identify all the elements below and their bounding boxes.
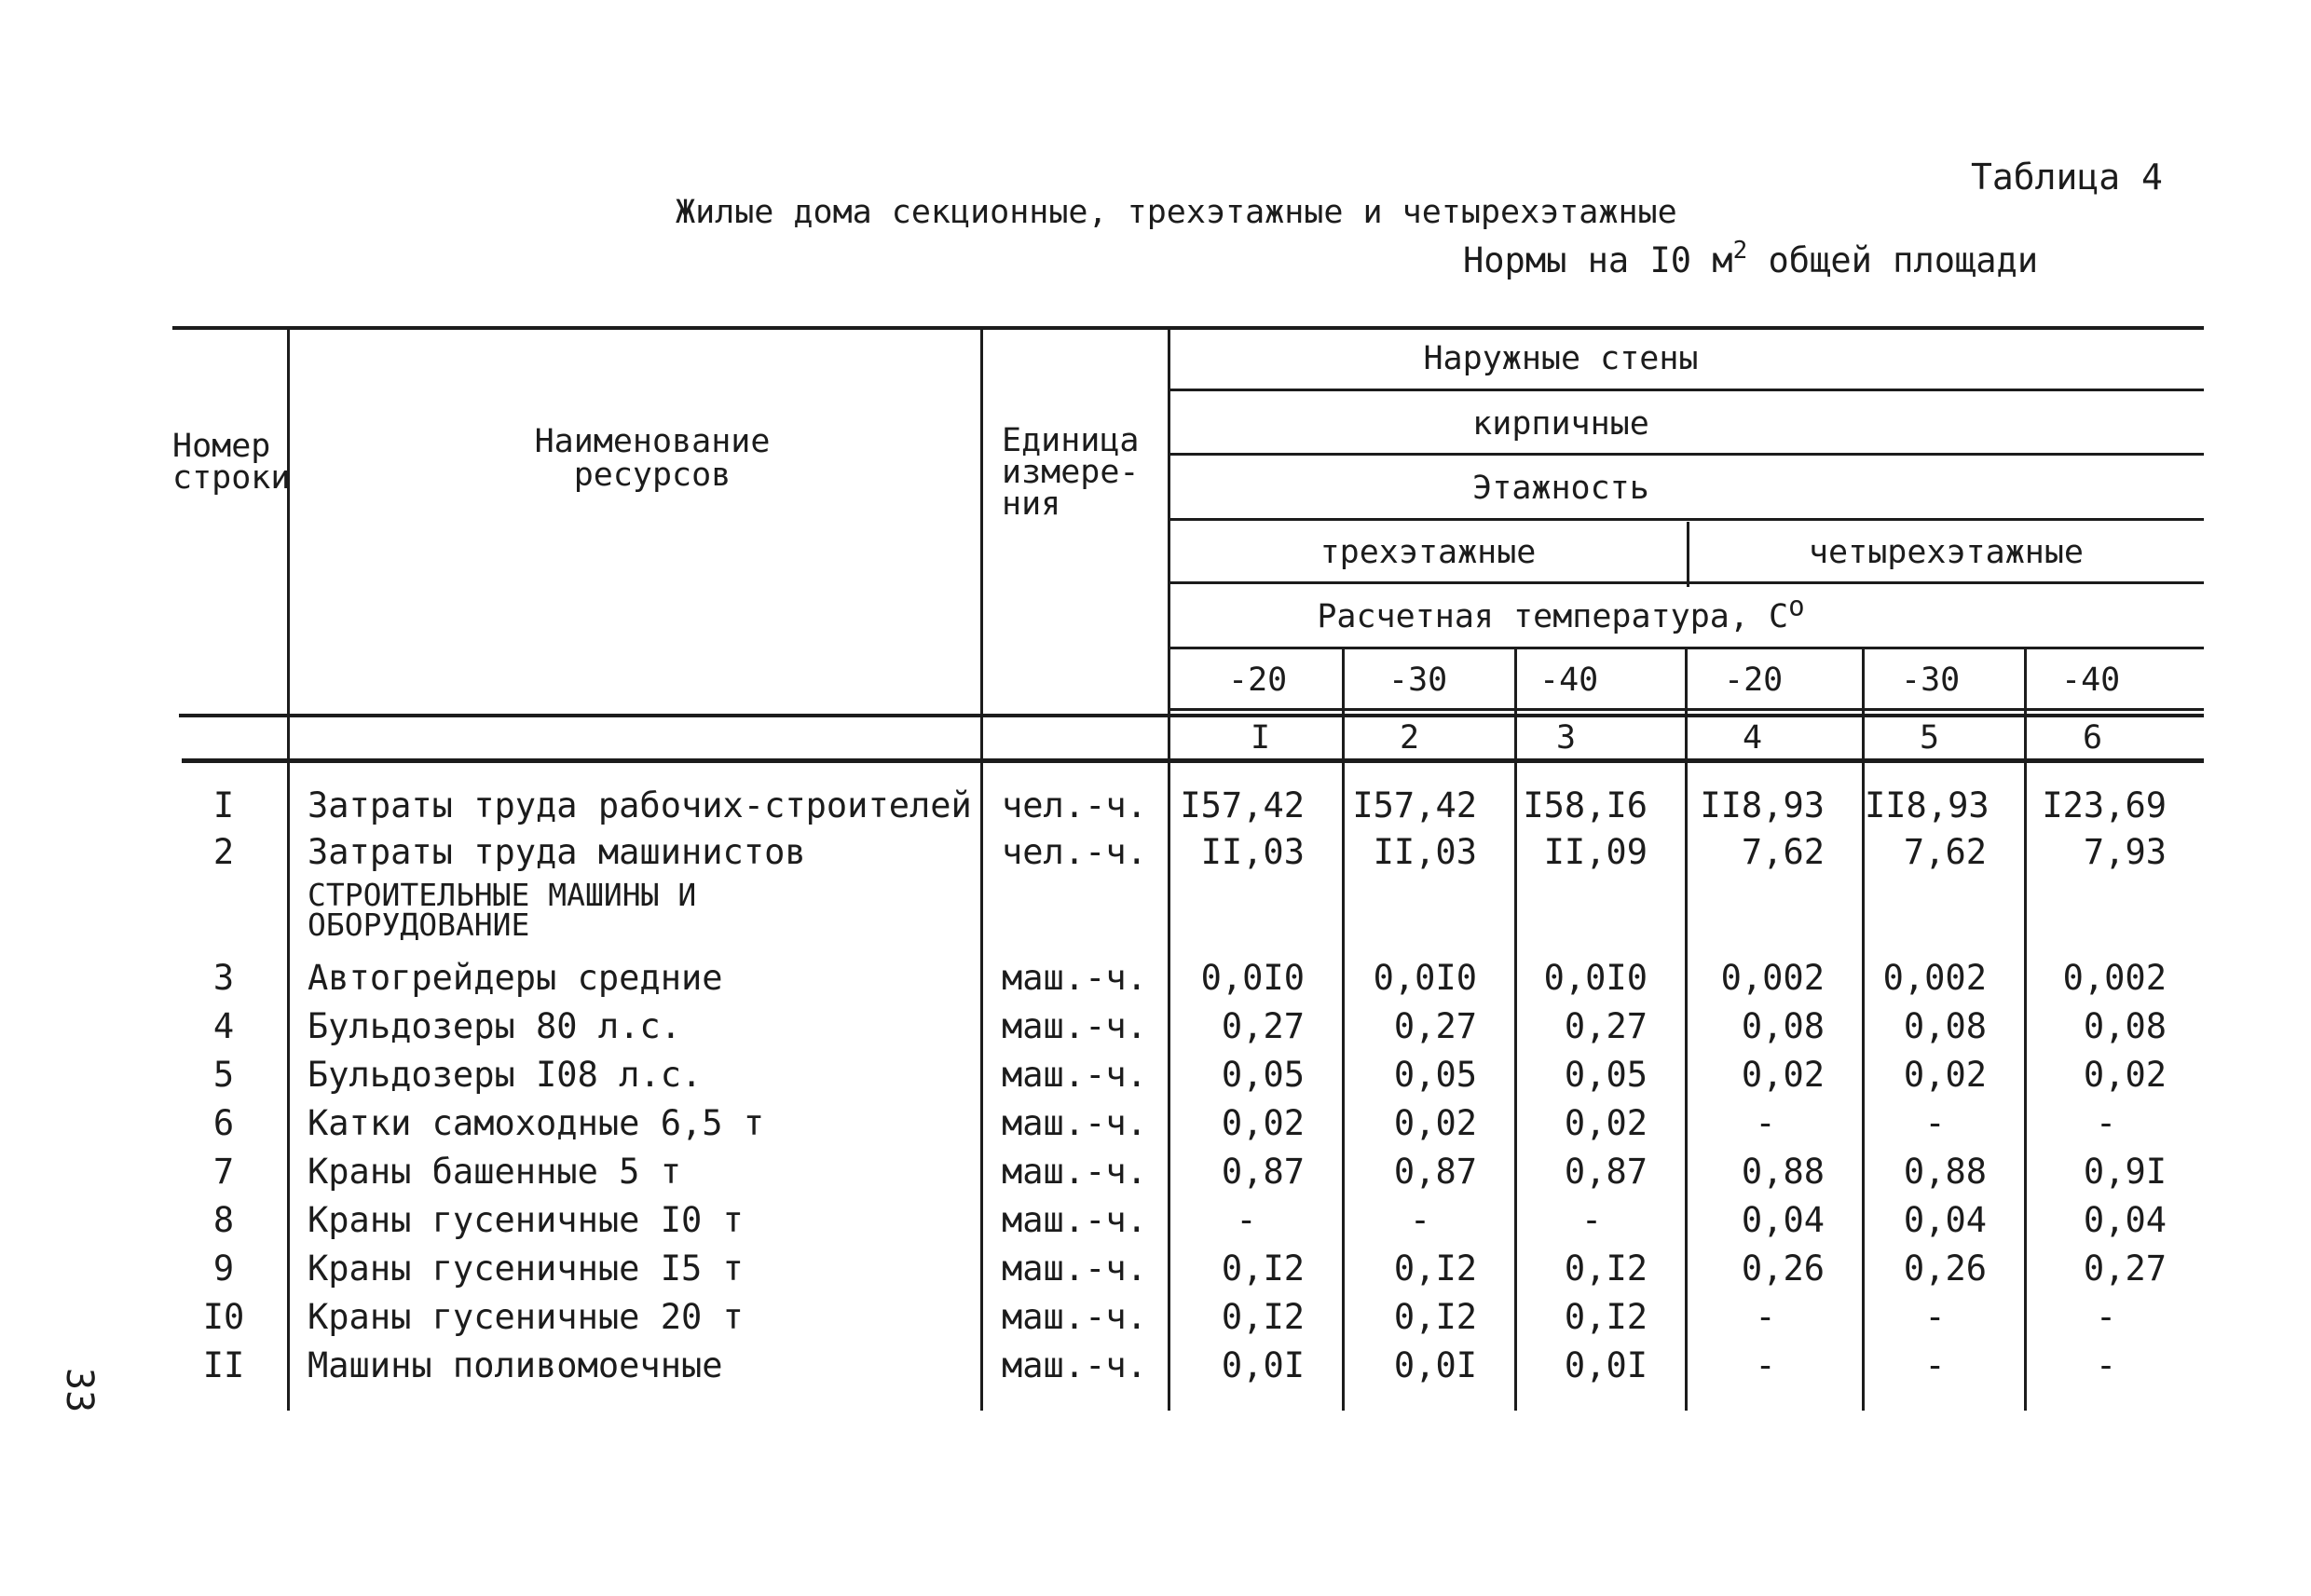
col-numbers-rule — [182, 758, 2204, 763]
header-design-temp-sup: о — [1788, 590, 1805, 622]
value-cell: 0,04 — [1903, 1200, 1987, 1240]
value-cell: 0,87 — [1393, 1152, 1477, 1192]
norms-suffix: общей площади — [1747, 240, 2039, 280]
unit-of-measure: чел.-ч. — [1002, 832, 1147, 872]
header-outer-walls: Наружные стены — [1423, 340, 1699, 377]
page-number — [58, 1368, 101, 1412]
header-col-number-5: 5 — [1920, 719, 1940, 757]
value-cell: 0,26 — [1741, 1248, 1825, 1289]
value-cell: 0,0I0 — [1200, 958, 1305, 998]
unit-of-measure: маш.-ч. — [1002, 1248, 1147, 1289]
value-cell: 0,0I0 — [1543, 958, 1648, 998]
value-cell: 0,I2 — [1221, 1297, 1305, 1337]
resource-name: Бульдозеры I08 л.с. — [308, 1055, 703, 1095]
value-cell: 0,87 — [1221, 1152, 1305, 1192]
value-cell: 0,I2 — [1393, 1297, 1477, 1337]
value-cell: 0,08 — [2083, 1006, 2167, 1046]
value-cell: 0,05 — [1564, 1055, 1648, 1095]
value-cell: 0,27 — [1393, 1006, 1477, 1046]
header-bottom-rule — [179, 714, 2204, 717]
brick-rule — [1169, 453, 2204, 456]
value-cell: - — [2095, 1103, 2117, 1143]
unit-of-measure: маш.-ч. — [1002, 1345, 1147, 1385]
value-cell: - — [1236, 1200, 1257, 1240]
header-col-number-6: 6 — [2083, 719, 2103, 757]
row-number: 6 — [212, 1103, 235, 1143]
header-four-story: четырехэтажные — [1808, 534, 2084, 571]
header-temp-2: -30 — [1388, 662, 1448, 699]
value-cell: - — [1755, 1297, 1776, 1337]
header-temp-6: -40 — [2061, 662, 2121, 699]
norms-prefix: Нормы на I0 м — [1463, 240, 1733, 280]
table-label: Таблица 4 — [1971, 157, 2163, 198]
unit-of-measure: маш.-ч. — [1002, 1200, 1147, 1240]
value-cell: 0,02 — [1564, 1103, 1648, 1143]
header-col-number-1: I — [1251, 719, 1271, 757]
value-cell: II8,93 — [1700, 785, 1825, 825]
row-number: 7 — [212, 1152, 235, 1192]
header-col-number-3: 3 — [1556, 719, 1577, 757]
resource-name: Катки самоходные 6,5 т — [308, 1103, 765, 1143]
value-cell: 0,02 — [1741, 1055, 1825, 1095]
header-three-story: трехэтажные — [1320, 534, 1537, 571]
value-cell: - — [1924, 1345, 1946, 1385]
header-col-number-4: 4 — [1743, 719, 1763, 757]
value-cell: 0,88 — [1903, 1152, 1987, 1192]
value-cell: 0,02 — [1393, 1103, 1477, 1143]
value-cell: - — [2095, 1345, 2117, 1385]
unit-of-measure: маш.-ч. — [1002, 1006, 1147, 1046]
row-number: 3 — [212, 958, 235, 998]
value-cell: 0,I2 — [1393, 1248, 1477, 1289]
norms-sup: 2 — [1732, 237, 1748, 265]
value-cell: 0,I2 — [1221, 1248, 1305, 1289]
value-cell: 0,05 — [1221, 1055, 1305, 1095]
value-cell: 0,0I — [1221, 1345, 1305, 1385]
value-cell: I23,69 — [2042, 785, 2167, 825]
resource-name: Краны гусеничные I0 т — [308, 1200, 744, 1240]
header-design-temp — [1169, 590, 1952, 635]
document-title: Жилые дома секционные, трехэтажные и четырехэтажные — [676, 194, 1677, 231]
header-resource: Наименование ресурсов — [534, 423, 771, 494]
value-cell: 0,02 — [2083, 1055, 2167, 1095]
value-cell: 7,62 — [1741, 832, 1825, 872]
norms-caption — [1463, 237, 2039, 280]
value-cell: 0,04 — [1741, 1200, 1825, 1240]
header-floors: Этажность — [1472, 470, 1649, 507]
value-cell: I57,42 — [1352, 785, 1477, 825]
resource-name: Бульдозеры 80 л.с. — [308, 1006, 681, 1046]
row-number: II — [202, 1345, 245, 1385]
resource-name: Автогрейдеры средние — [308, 958, 723, 998]
page-number-text: 33 — [58, 1368, 101, 1413]
resource-name: Машины поливомоечные — [308, 1345, 723, 1385]
value-cell: 0,88 — [1741, 1152, 1825, 1192]
header-brick: кирпичные — [1472, 405, 1649, 443]
value-cell: 0,26 — [1903, 1248, 1987, 1289]
row-number: 2 — [212, 832, 235, 872]
resource-name: Краны гусеничные I5 т — [308, 1248, 744, 1289]
unit-of-measure: чел.-ч. — [1002, 785, 1147, 825]
value-cell: 0,I2 — [1564, 1248, 1648, 1289]
row-number: I — [212, 785, 235, 825]
outer-walls-rule — [1169, 389, 2204, 391]
value-cell: 0,02 — [1221, 1103, 1305, 1143]
value-cell: - — [1755, 1345, 1776, 1385]
resource-name: Краны гусеничные 20 т — [308, 1297, 744, 1337]
value-cell: - — [1409, 1200, 1431, 1240]
value-cell: - — [1924, 1297, 1946, 1337]
value-cell: 0,0I — [1393, 1345, 1477, 1385]
row-number: 5 — [212, 1055, 235, 1095]
value-cell: 0,002 — [2062, 958, 2167, 998]
value-cell: 0,0I — [1564, 1345, 1648, 1385]
header-unit: Единица измере- ния — [1002, 422, 1140, 523]
value-cell: - — [2095, 1297, 2117, 1337]
header-temp-5: -30 — [1901, 662, 1961, 699]
value-cell: 0,08 — [1903, 1006, 1987, 1046]
unit-of-measure: маш.-ч. — [1002, 1055, 1147, 1095]
value-cell: II8,93 — [1865, 785, 1990, 825]
unit-of-measure: маш.-ч. — [1002, 1103, 1147, 1143]
value-cell: 0,27 — [2083, 1248, 2167, 1289]
value-cell: 0,27 — [1564, 1006, 1648, 1046]
resource-name: Затраты труда машинистов — [308, 832, 806, 872]
value-cell: 7,93 — [2083, 832, 2167, 872]
value-cell: 0,002 — [1882, 958, 1987, 998]
row-number: 4 — [212, 1006, 235, 1046]
value-cell: II,09 — [1543, 832, 1648, 872]
header-temp-4: -20 — [1724, 662, 1784, 699]
resource-name: Краны башенные 5 т — [308, 1152, 681, 1192]
value-cell: 0,0I0 — [1373, 958, 1477, 998]
floors-rule — [1169, 518, 2204, 521]
value-cell: 0,27 — [1221, 1006, 1305, 1046]
value-cell: 0,I2 — [1564, 1297, 1648, 1337]
value-cell: 0,08 — [1741, 1006, 1825, 1046]
header-temp-1: -20 — [1228, 662, 1288, 699]
value-cell: II,03 — [1373, 832, 1477, 872]
value-cell: 7,62 — [1903, 832, 1987, 872]
header-col-number-2: 2 — [1400, 719, 1420, 757]
row-number: I0 — [202, 1297, 245, 1337]
row-number: 8 — [212, 1200, 235, 1240]
unit-of-measure: маш.-ч. — [1002, 1297, 1147, 1337]
unit-of-measure: маш.-ч. — [1002, 958, 1147, 998]
header-design-temp-text: Расчетная температура, С — [1317, 598, 1789, 635]
header-temp-3: -40 — [1539, 662, 1599, 699]
section-heading: СТРОИТЕЛЬНЫЕ МАШИНЫ И ОБОРУДОВАНИЕ — [308, 877, 697, 943]
value-cell: 0,002 — [1720, 958, 1825, 998]
resource-name: Затраты труда рабочих-строителей — [308, 785, 972, 825]
value-cell: 0,87 — [1564, 1152, 1648, 1192]
value-cell: 0,9I — [2083, 1152, 2167, 1192]
value-cell: 0,04 — [2083, 1200, 2167, 1240]
value-cell: I57,42 — [1180, 785, 1305, 825]
rule-after-name — [980, 330, 983, 1411]
value-cell: 0,02 — [1903, 1055, 1987, 1095]
value-cell: - — [1580, 1200, 1603, 1240]
header-row-no: Номер строки — [172, 428, 291, 497]
value-cell: 0,05 — [1393, 1055, 1477, 1095]
header-top-rule — [172, 326, 2204, 330]
value-cell: II,03 — [1200, 832, 1305, 872]
value-cell: I58,I6 — [1523, 785, 1648, 825]
value-cell: - — [1755, 1103, 1776, 1143]
row-number: 9 — [212, 1248, 235, 1289]
unit-of-measure: маш.-ч. — [1002, 1152, 1147, 1192]
value-cell: - — [1924, 1103, 1946, 1143]
